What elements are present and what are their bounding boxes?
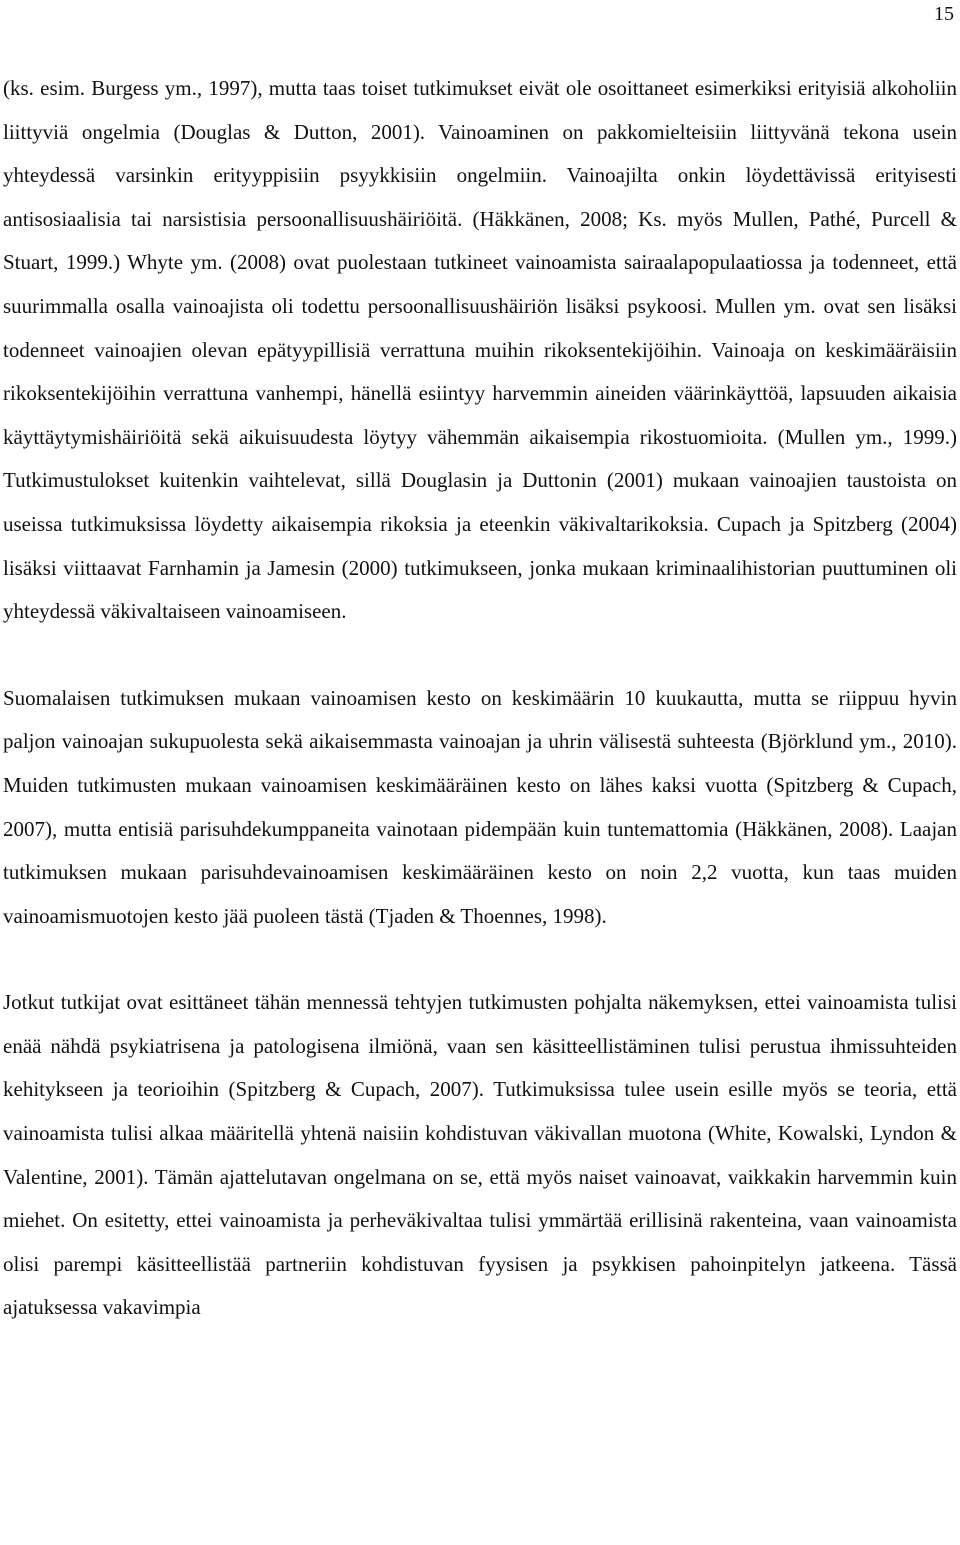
paragraph-3: Jotkut tutkijat ovat esittäneet tähän mennessä tehtyjen tutkimusten pohjalta näkemyksen, ettei vainoamista tulisi enää nähdä psykiatrisena ja patologisena ilmiönä, vaan sen käsitteellistäminen tulisi perustua ihmissuhteiden kehitykseen ja teorioihin (Spitzberg & Cupach, 2007). Tutkimuksissa tulee usein esille myös se teoria, että vainoamista tulisi alkaa määritellä yhtenä naisiin kohdistuvan väkivallan muotona (White, Kowalski, Lyndon & Valentine, 2001). Tämän ajattelutavan ongelmana on se, että myös naiset vainoavat, vaikkakin harvemmin kuin miehet. On esitetty, ettei vainoamista ja perheväkivaltaa tulisi ymmärtää erillisinä rakenteina, vaan vainoamista olisi parempi käsitteellistää partneriin kohdistuvan fyysisen ja psykkisen pahoinpitelyn jatkeena. Tässä ajatuksessa vakavimpia [3,990,957,1320]
document-body [3,67,957,1330]
page-number: 15 [934,3,954,25]
paragraph-1: (ks. esim. Burgess ym., 1997), mutta taas toiset tutkimukset eivät ole osoittaneet esimerkiksi erityisiä alkoholiin liittyviä ongelmia (Douglas & Dutton, 2001). Vainoaminen on pakkomielteisiin liittyvänä tekona usein yhteydessä varsinkin erityyppisiin psyykkisiin ongelmiin. Vainoajilta onkin löydettävissä erityisesti antisosiaalisia tai narsistisia persoonallisuushäiriöitä. (Häkkänen, 2008; Ks. myös Mullen, Pathé, Purcell & Stuart, 1999.) Whyte ym. (2008) ovat puolestaan tutkineet vainoamista sairaalapopulaatiossa ja todenneet, että suurimmalla osalla vainoajista oli todettu persoonallisuushäiriön lisäksi psykoosi. Mullen ym. ovat sen lisäksi todenneet vainoajien olevan epätyypillisiä verrattuna muihin rikoksentekijöihin. Vainoaja on keskimääräisiin rikoksentekijöihin verrattuna vanhempi, hänellä esiintyy harvemmin aineiden väärinkäyttöä, lapsuuden aikaisia käyttäytymishäiriöitä sekä aikuisuudesta löytyy vähemmän aikaisempia rikostuomioita. (Mullen ym., 1999.) Tutkimustulokset kuitenkin vaihtelevat, sillä Douglasin ja Duttonin (2001) mukaan vainoajien taustoista on useissa tutkimuksissa löydetty aikaisempia rikoksia ja eteenkin väkivaltarikoksia. Cupach ja Spitzberg (2004) lisäksi viittaavat Farnhamin ja Jamesin (2000) tutkimukseen, jonka mukaan kriminaalihistorian puuttuminen oli yhteydessä väkivaltaiseen vainoamiseen. [3,76,957,624]
paragraph-2: Suomalaisen tutkimuksen mukaan vainoamisen kesto on keskimäärin 10 kuukautta, mutta se riippuu hyvin paljon vainoajan sukupuolesta sekä aikaisemmasta vainoajan ja uhrin välisestä suhteesta (Björklund ym., 2010). Muiden tutkimusten mukaan vainoamisen keskimääräinen kesto on lähes kaksi vuotta (Spitzberg & Cupach, 2007), mutta entisiä parisuhdekumppaneita vainotaan pidempään kuin tuntemattomia (Häkkänen, 2008). Laajan tutkimuksen mukaan parisuhdevainoamisen keskimääräinen kesto on noin 2,2 vuotta, kun taas muiden vainoamismuotojen kesto jää puoleen tästä (Tjaden & Thoennes, 1998). [3,685,957,928]
